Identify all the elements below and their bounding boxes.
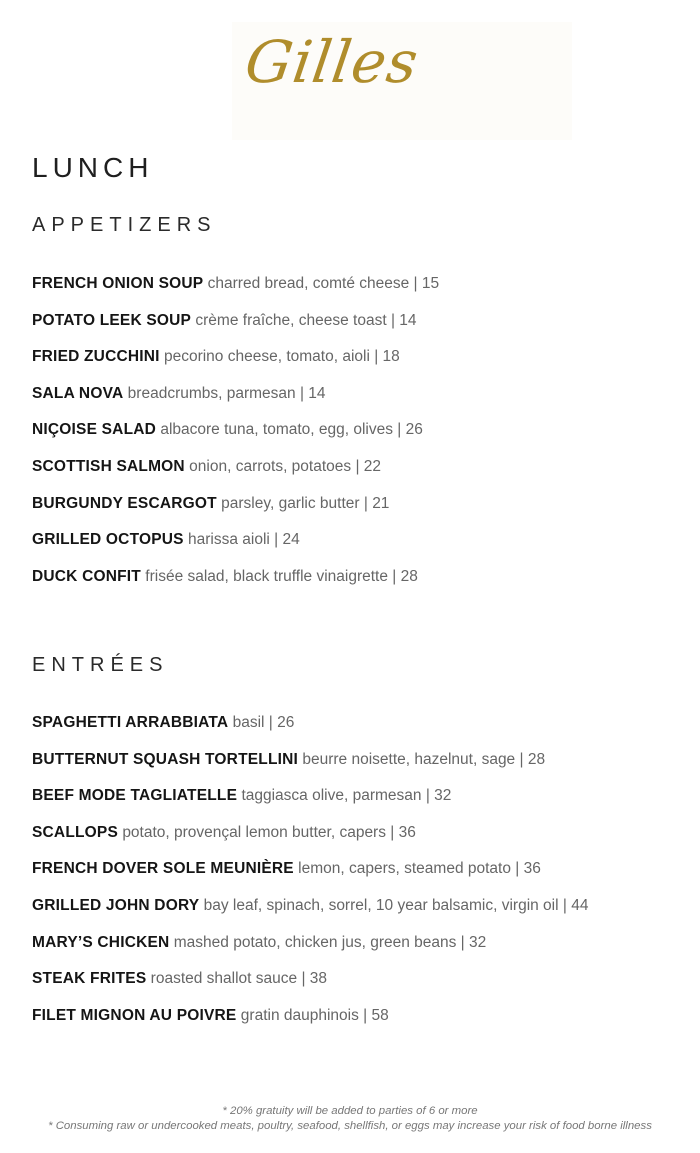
item-description: onion, carrots, potatoes | 22 — [189, 457, 382, 475]
item-name: BURGUNDY ESCARGOT — [32, 494, 217, 512]
item-name: MARY’S CHICKEN — [32, 933, 170, 951]
item-name: FRENCH DOVER SOLE MEUNIÈRE — [32, 860, 294, 878]
menu-item — [32, 823, 692, 860]
item-description: gratin dauphinois | 58 — [240, 1006, 389, 1024]
item-name: SCALLOPS — [32, 823, 118, 841]
menu-item — [32, 420, 692, 457]
item-description: roasted shallot sauce | 38 — [150, 970, 328, 988]
menu-item — [32, 384, 692, 421]
food-safety-note: * Consuming raw or undercooked meats, poultry, seafood, shellfish, or eggs may increase your risk of food borne illness — [48, 1120, 652, 1132]
menu-item — [32, 933, 692, 970]
item-name: NIÇOISE SALAD — [32, 421, 157, 439]
footer-notes — [0, 1104, 700, 1134]
item-name: SCOTTISH SALMON — [32, 457, 185, 475]
item-description: charred bread, comté cheese | 15 — [207, 275, 440, 292]
restaurant-logo — [232, 22, 572, 140]
gratuity-note: * 20% gratuity will be added to parties of 6 or more — [222, 1105, 478, 1117]
item-description: harissa aioli | 24 — [188, 531, 300, 549]
item-description: mashed potato, chicken jus, green beans | 32 — [173, 933, 487, 951]
item-description: albacore tuna, tomato, egg, olives | 26 — [160, 421, 423, 439]
item-name: FRENCH ONION SOUP — [32, 275, 204, 292]
menu-item — [32, 969, 692, 1006]
entrees-list — [32, 713, 692, 1042]
page-title: LUNCH — [32, 152, 154, 183]
appetizers-list — [32, 274, 692, 603]
item-name: FILET MIGNON AU POIVRE — [32, 1006, 237, 1024]
menu-item — [32, 530, 692, 567]
item-description: breadcrumbs, parmesan | 14 — [127, 384, 326, 402]
logo-text: Gilles — [241, 28, 423, 96]
item-name: BEEF MODE TAGLIATELLE — [32, 787, 238, 805]
menu-item — [32, 1006, 692, 1043]
menu-item — [32, 859, 692, 896]
menu-item — [32, 311, 692, 348]
item-name: FRIED ZUCCHINI — [32, 348, 160, 366]
item-description: frisée salad, black truffle vinaigrette | 28 — [145, 567, 418, 585]
item-name: GRILLED OCTOPUS — [32, 531, 184, 549]
item-description: basil | 26 — [232, 714, 295, 731]
item-name: BUTTERNUT SQUASH TORTELLINI — [32, 750, 299, 768]
menu-item — [32, 896, 692, 933]
item-description: beurre noisette, hazelnut, sage | 28 — [302, 750, 546, 768]
item-description: parsley, garlic butter | 21 — [221, 494, 390, 512]
item-name: GRILLED JOHN DORY — [32, 896, 200, 914]
menu-item — [32, 347, 692, 384]
menu-item — [32, 786, 692, 823]
item-name: STEAK FRITES — [32, 970, 147, 988]
section-title-entrees: ENTRÉES — [32, 654, 169, 676]
item-description: taggiasca olive, parmesan | 32 — [241, 787, 452, 805]
item-name: SPAGHETTI ARRABBIATA — [32, 714, 229, 731]
item-description: crème fraîche, cheese toast | 14 — [195, 311, 417, 329]
section-title-appetizers: APPETIZERS — [32, 214, 217, 236]
item-description: bay leaf, spinach, sorrel, 10 year balsamic, virgin oil | 44 — [203, 896, 589, 914]
menu-item — [32, 494, 692, 531]
menu-item — [32, 750, 692, 787]
item-name: DUCK CONFIT — [32, 567, 141, 585]
menu-item — [32, 457, 692, 494]
item-description: potato, provençal lemon butter, capers | 36 — [122, 823, 416, 841]
menu-item — [32, 567, 692, 604]
item-name: SALA NOVA — [32, 384, 124, 402]
item-description: pecorino cheese, tomato, aioli | 18 — [163, 348, 400, 366]
item-name: POTATO LEEK SOUP — [32, 311, 192, 329]
menu-item — [32, 274, 692, 311]
menu-item — [32, 713, 692, 750]
item-description: lemon, capers, steamed potato | 36 — [298, 860, 541, 878]
